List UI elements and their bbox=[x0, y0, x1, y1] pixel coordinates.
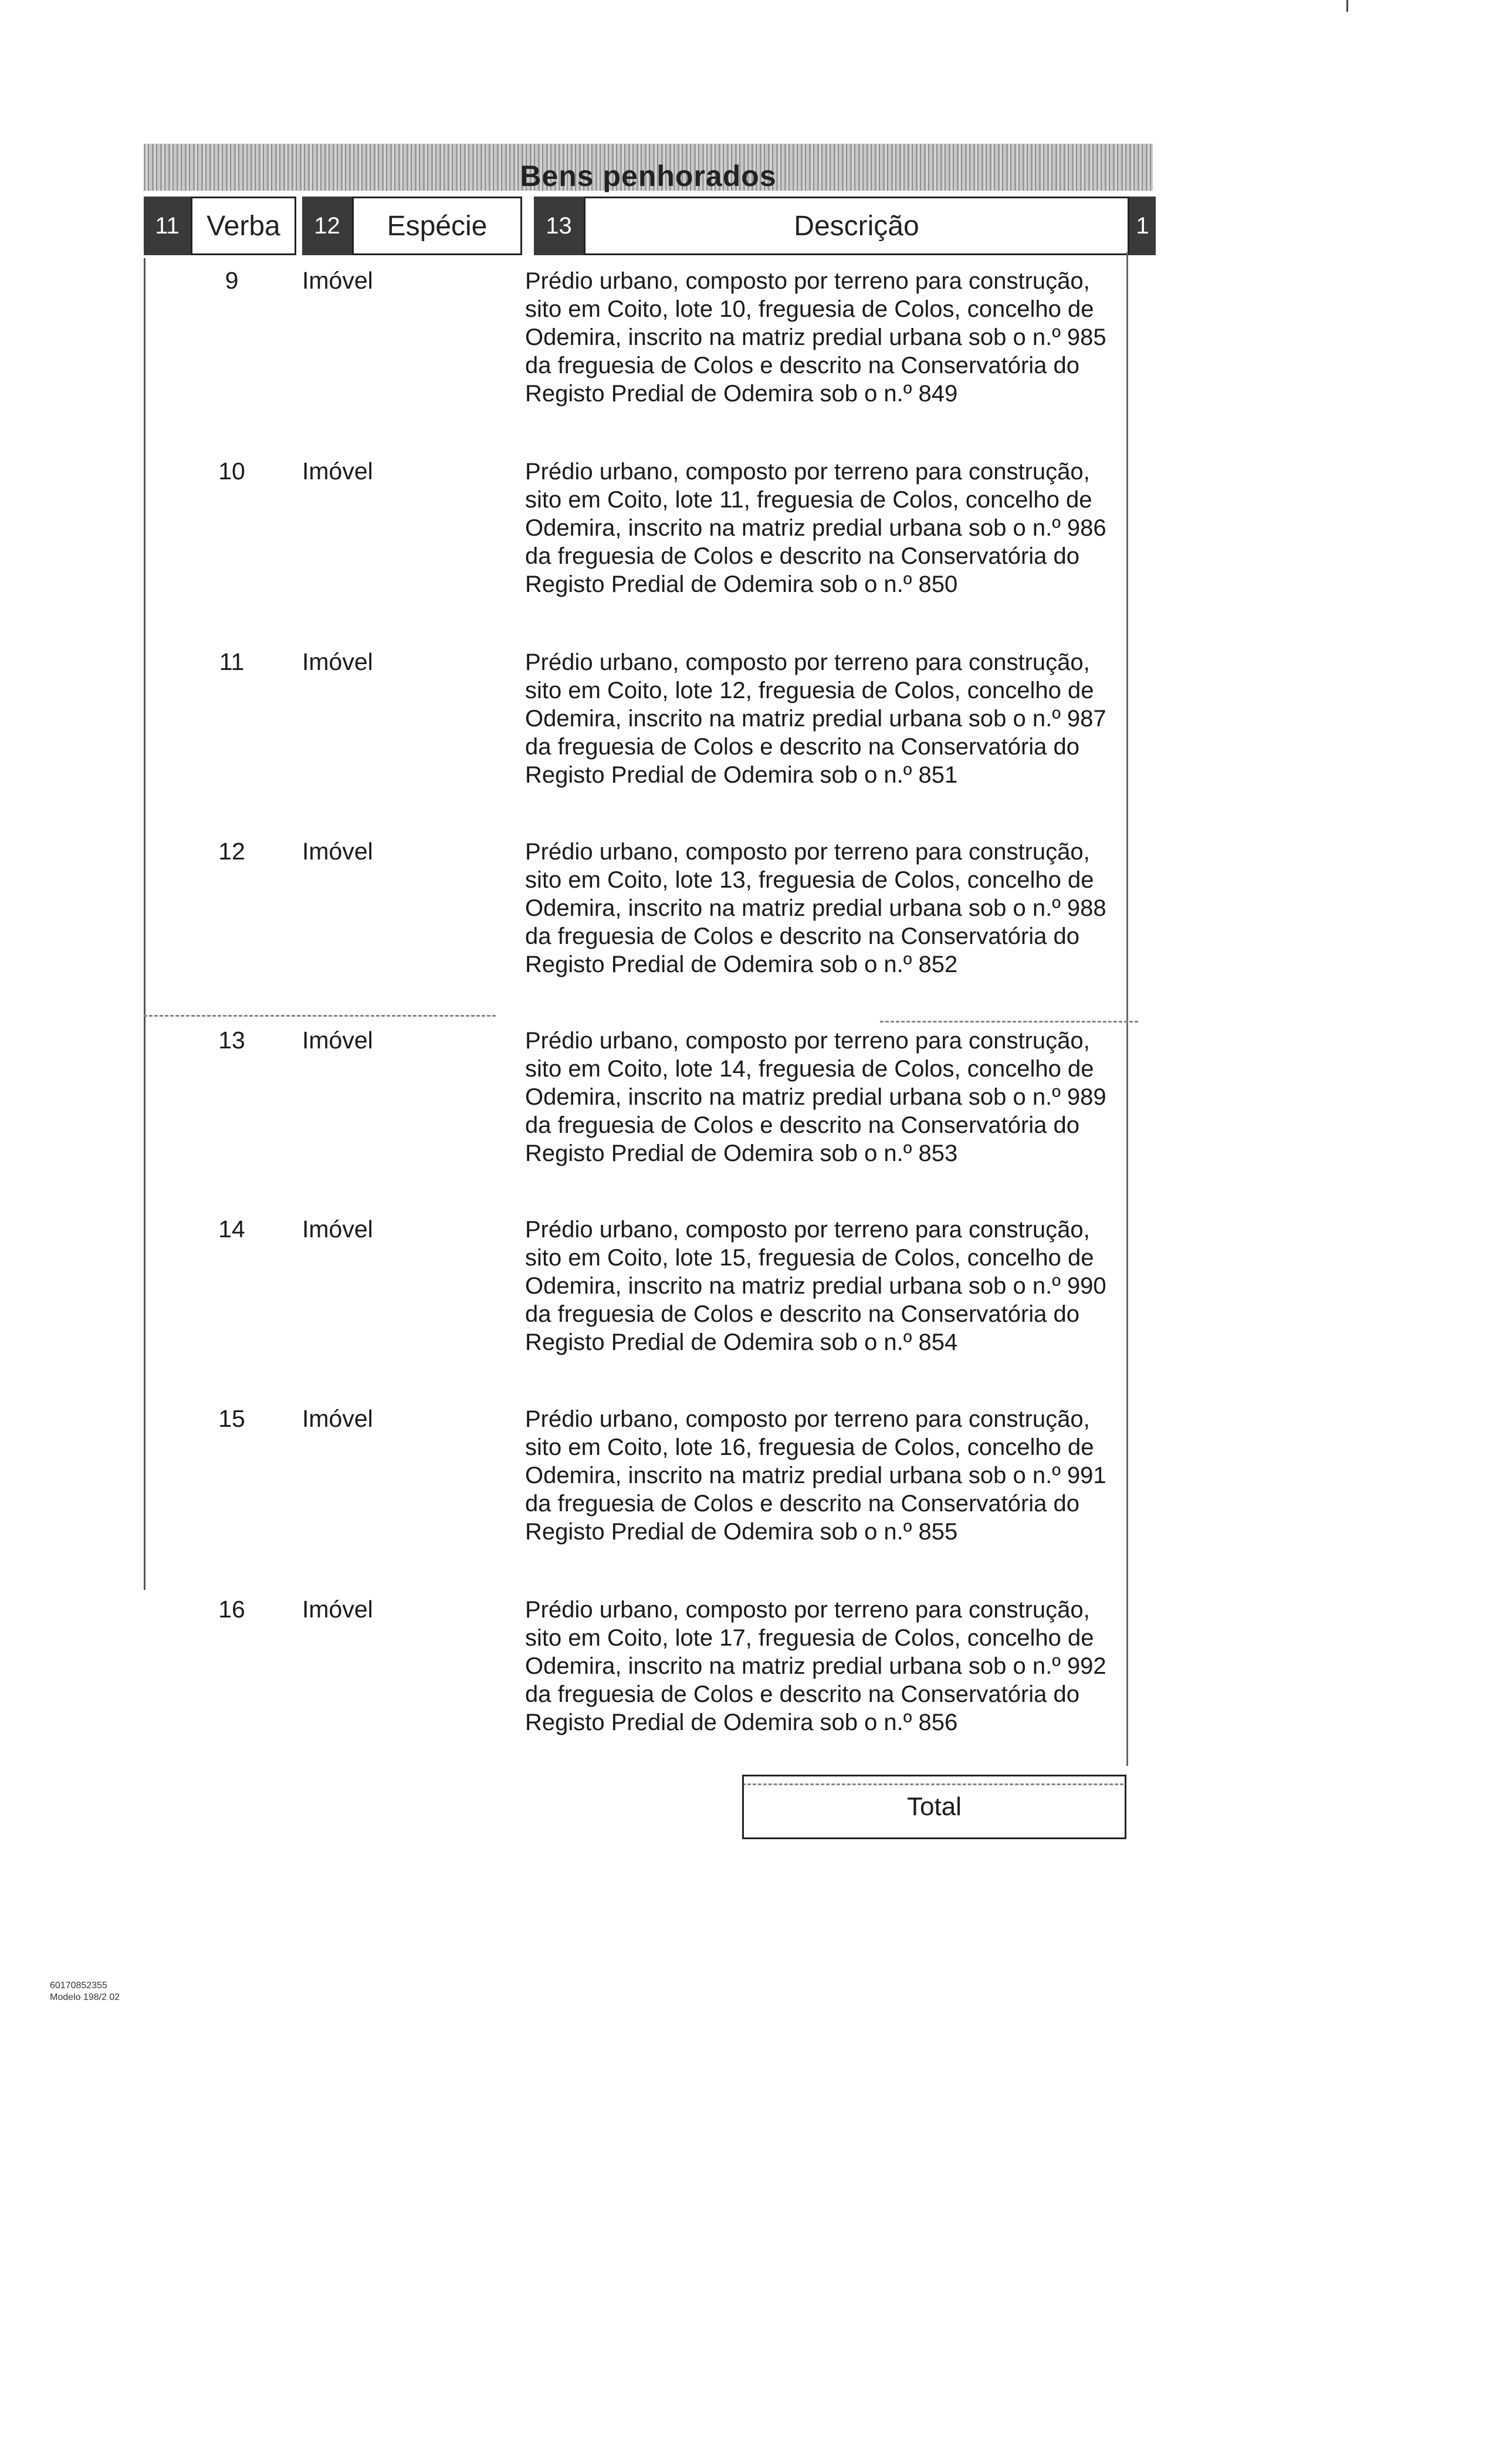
especie-cell: Imóvel bbox=[302, 1216, 373, 1243]
verba-cell: 14 bbox=[218, 1216, 245, 1243]
form-number: 60170852355 bbox=[50, 1981, 107, 1991]
form-model: Modelo 198/2 02 bbox=[50, 1992, 120, 2002]
row-divider bbox=[144, 1015, 496, 1018]
column-number-verba: 11 bbox=[144, 197, 191, 255]
verba-cell: 13 bbox=[218, 1027, 245, 1054]
fold-mark bbox=[1346, 0, 1348, 12]
column-number-descricao: 13 bbox=[534, 197, 584, 255]
especie-cell: Imóvel bbox=[302, 648, 373, 675]
verba-cell: 12 bbox=[218, 838, 245, 865]
descricao-cell: Prédio urbano, composto por terreno para construção, sito em Coito, lote 13, freguesia de Colos, concelho de Odemira, inscrito na matriz predial urbana sob o n.º 988 da freguesia de Colos e descrito na Conservatória do Registo Predial de Odemira sob o n.º 852 bbox=[525, 839, 1106, 977]
column-header-especie: Espécie bbox=[352, 197, 522, 255]
descricao-cell: Prédio urbano, composto por terreno para construção, sito em Coito, lote 11, freguesia de Colos, concelho de Odemira, inscrito na matriz predial urbana sob o n.º 986 da freguesia de Colos e descrito na Conservatória do Registo Predial de Odemira sob o n.º 850 bbox=[525, 459, 1106, 597]
verba-cell: 10 bbox=[218, 458, 245, 485]
especie-cell: Imóvel bbox=[302, 458, 373, 485]
especie-cell: Imóvel bbox=[302, 267, 373, 294]
total-label: Total bbox=[907, 1792, 962, 1821]
column-number-extra: 1 bbox=[1129, 197, 1156, 255]
table-left-border bbox=[144, 258, 145, 1590]
verba-cell: 16 bbox=[218, 1596, 245, 1623]
table-header-row bbox=[144, 197, 1156, 255]
descricao-cell: Prédio urbano, composto por terreno para construção, sito em Coito, lote 12, freguesia de Colos, concelho de Odemira, inscrito na matriz predial urbana sob o n.º 987 da freguesia de Colos e descrito na Conservatória do Registo Predial de Odemira sob o n.º 851 bbox=[525, 649, 1106, 788]
descricao-cell: Prédio urbano, composto por terreno para construção, sito em Coito, lote 16, freguesia de Colos, concelho de Odemira, inscrito na matriz predial urbana sob o n.º 991 da freguesia de Colos e descrito na Conservatória do Registo Predial de Odemira sob o n.º 855 bbox=[525, 1406, 1106, 1545]
row-divider bbox=[880, 1021, 1138, 1024]
form-code bbox=[50, 1980, 120, 2003]
especie-cell: Imóvel bbox=[302, 838, 373, 865]
verba-cell: 15 bbox=[218, 1405, 245, 1432]
column-header-descricao: Descrição bbox=[584, 197, 1129, 255]
descricao-cell: Prédio urbano, composto por terreno para construção, sito em Coito, lote 17, freguesia de Colos, concelho de Odemira, inscrito na matriz predial urbana sob o n.º 992 da freguesia de Colos e descrito na Conservatória do Registo Predial de Odemira sob o n.º 856 bbox=[525, 1597, 1106, 1735]
especie-cell: Imóvel bbox=[302, 1596, 373, 1623]
column-number-especie: 12 bbox=[302, 197, 352, 255]
descricao-cell: Prédio urbano, composto por terreno para construção, sito em Coito, lote 15, freguesia de Colos, concelho de Odemira, inscrito na matriz predial urbana sob o n.º 990 da freguesia de Colos e descrito na Conservatória do Registo Predial de Odemira sob o n.º 854 bbox=[525, 1217, 1106, 1355]
especie-cell: Imóvel bbox=[302, 1027, 373, 1054]
table-title-banner bbox=[144, 144, 1153, 191]
verba-cell: 9 bbox=[225, 267, 239, 294]
table-title: Bens penhorados bbox=[520, 160, 777, 192]
descricao-cell: Prédio urbano, composto por terreno para construção, sito em Coito, lote 14, freguesia de Colos, concelho de Odemira, inscrito na matriz predial urbana sob o n.º 989 da freguesia de Colos e descrito na Conservatória do Registo Predial de Odemira sob o n.º 853 bbox=[525, 1028, 1106, 1166]
column-header-verba: Verba bbox=[191, 197, 296, 255]
total-box bbox=[742, 1775, 1126, 1839]
verba-cell: 11 bbox=[219, 648, 245, 675]
descricao-cell: Prédio urbano, composto por terreno para construção, sito em Coito, lote 10, freguesia de Colos, concelho de Odemira, inscrito na matriz predial urbana sob o n.º 985 da freguesia de Colos e descrito na Conservatória do Registo Predial de Odemira sob o n.º 849 bbox=[525, 268, 1106, 407]
especie-cell: Imóvel bbox=[302, 1405, 373, 1432]
